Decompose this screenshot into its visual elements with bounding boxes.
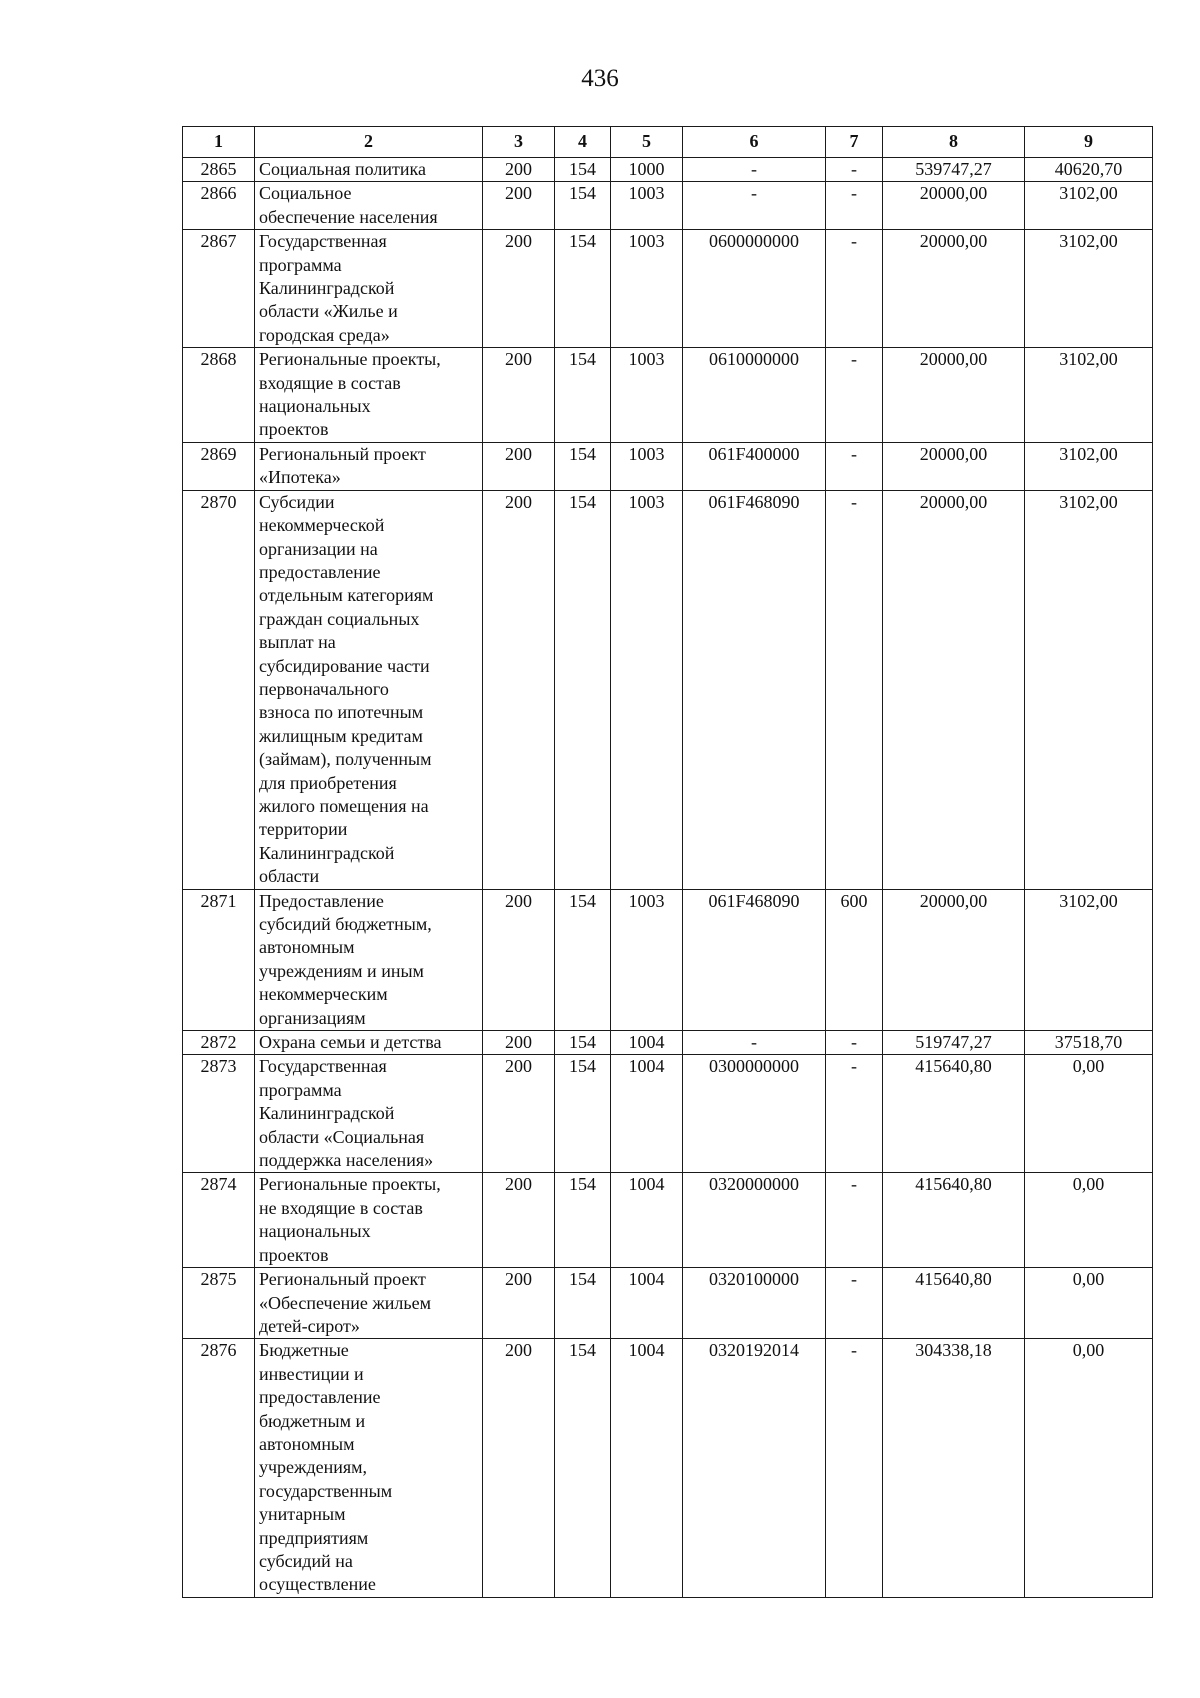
row-name-text: Социальная политика <box>259 159 426 179</box>
col5-cell: 1004 <box>611 1268 683 1339</box>
col6-cell: 0320100000 <box>683 1268 826 1339</box>
col8-cell: 415640,80 <box>883 1055 1025 1173</box>
row-name-cell <box>255 230 483 348</box>
col8-cell: 20000,00 <box>883 182 1025 230</box>
col7-cell: - <box>826 1055 883 1173</box>
row-name-cell <box>255 442 483 490</box>
row-number-cell: 2872 <box>183 1031 255 1055</box>
row-name-text: Охрана семьи и детства <box>259 1032 442 1053</box>
col8-cell: 415640,80 <box>883 1173 1025 1268</box>
row-name-text: Региональный проект «Ипотека» <box>259 443 426 488</box>
col5-cell: 1003 <box>611 182 683 230</box>
header-cell-8: 8 <box>883 127 1025 158</box>
row-name-cell <box>255 1173 483 1268</box>
col5-cell: 1003 <box>611 889 683 1030</box>
page-number: 436 <box>581 65 619 92</box>
table-row <box>183 1339 1153 1597</box>
col9-cell: 3102,00 <box>1025 348 1153 443</box>
col6-cell: 0320000000 <box>683 1173 826 1268</box>
col5-cell: 1004 <box>611 1339 683 1597</box>
col7-cell: - <box>826 1339 883 1597</box>
table-row <box>183 348 1153 443</box>
col4-cell: 154 <box>555 348 611 443</box>
header-cell-4: 4 <box>555 127 611 158</box>
col6-cell: 061F468090 <box>683 889 826 1030</box>
col7-cell: - <box>826 1173 883 1268</box>
col4-cell: 154 <box>555 1173 611 1268</box>
table-row <box>183 1031 1153 1055</box>
col9-cell: 0,00 <box>1025 1173 1153 1268</box>
col3-cell: 200 <box>483 490 555 889</box>
col9-cell: 3102,00 <box>1025 490 1153 889</box>
header-cell-7: 7 <box>826 127 883 158</box>
col6-cell: - <box>683 182 826 230</box>
col6-cell: - <box>683 158 826 182</box>
col5-cell: 1004 <box>611 1173 683 1268</box>
col9-cell: 3102,00 <box>1025 442 1153 490</box>
col4-cell: 154 <box>555 158 611 182</box>
col8-cell: 304338,18 <box>883 1339 1025 1597</box>
row-name-text: Социальное обеспечение населения <box>259 183 438 227</box>
table-row <box>183 1055 1153 1173</box>
col4-cell: 154 <box>555 889 611 1030</box>
col9-cell: 0,00 <box>1025 1339 1153 1597</box>
col3-cell: 200 <box>483 1173 555 1268</box>
col3-cell: 200 <box>483 1055 555 1173</box>
col8-cell: 20000,00 <box>883 442 1025 490</box>
col5-cell: 1003 <box>611 442 683 490</box>
row-name-text: Предоставление субсидий бюджетным, автономным учреждениям и иным некоммерческим организациям <box>259 890 432 1028</box>
col8-cell: 20000,00 <box>883 889 1025 1030</box>
col7-cell: - <box>826 490 883 889</box>
col4-cell: 154 <box>555 442 611 490</box>
row-name-cell <box>255 1055 483 1173</box>
row-name-cell <box>255 1031 483 1055</box>
col9-cell: 37518,70 <box>1025 1031 1153 1055</box>
row-name-cell <box>255 182 483 230</box>
row-number-cell: 2876 <box>183 1339 255 1597</box>
row-name-text: Государственная программа Калининградской области «Жилье и городская среда» <box>259 231 398 345</box>
row-name-text: Бюджетные инвестиции и предоставление бюджетным и автономным учреждениям, государственным унитарным предприятиям субсидий на осуществление <box>259 1340 393 1595</box>
row-name-cell <box>255 490 483 889</box>
col6-cell: 061F400000 <box>683 442 826 490</box>
col9-cell: 3102,00 <box>1025 889 1153 1030</box>
col4-cell: 154 <box>555 1339 611 1597</box>
col6-cell: 0610000000 <box>683 348 826 443</box>
col4-cell: 154 <box>555 230 611 348</box>
col8-cell: 20000,00 <box>883 230 1025 348</box>
col5-cell: 1004 <box>611 1055 683 1173</box>
col3-cell: 200 <box>483 230 555 348</box>
row-name-text: Региональные проекты, не входящие в состав национальных проектов <box>259 1174 441 1265</box>
row-number-cell: 2871 <box>183 889 255 1030</box>
row-number-cell: 2873 <box>183 1055 255 1173</box>
row-number-cell: 2865 <box>183 158 255 182</box>
row-number-cell: 2874 <box>183 1173 255 1268</box>
col6-cell: - <box>683 1031 826 1055</box>
header-cell-3: 3 <box>483 127 555 158</box>
col5-cell: 1000 <box>611 158 683 182</box>
col3-cell: 200 <box>483 442 555 490</box>
row-name-cell <box>255 1339 483 1597</box>
col5-cell: 1003 <box>611 230 683 348</box>
col9-cell: 0,00 <box>1025 1055 1153 1173</box>
col3-cell: 200 <box>483 1031 555 1055</box>
col8-cell: 519747,27 <box>883 1031 1025 1055</box>
row-number-cell: 2867 <box>183 230 255 348</box>
row-number-cell: 2866 <box>183 182 255 230</box>
col3-cell: 200 <box>483 1268 555 1339</box>
col5-cell: 1003 <box>611 348 683 443</box>
col7-cell: - <box>826 442 883 490</box>
header-cell-5: 5 <box>611 127 683 158</box>
table-row <box>183 1268 1153 1339</box>
col6-cell: 0600000000 <box>683 230 826 348</box>
row-name-text: Государственная программа Калининградской области «Социальная поддержка населения» <box>259 1056 434 1171</box>
col4-cell: 154 <box>555 490 611 889</box>
row-name-cell <box>255 158 483 182</box>
header-cell-2: 2 <box>255 127 483 158</box>
row-name-cell <box>255 1268 483 1339</box>
col3-cell: 200 <box>483 348 555 443</box>
col8-cell: 415640,80 <box>883 1268 1025 1339</box>
row-name-text: Региональный проект «Обеспечение жильем детей-сирот» <box>259 1269 431 1336</box>
budget-table <box>182 126 1153 1598</box>
col9-cell: 0,00 <box>1025 1268 1153 1339</box>
table-header-row <box>183 127 1153 158</box>
col7-cell: - <box>826 348 883 443</box>
col6-cell: 061F468090 <box>683 490 826 889</box>
table-row <box>183 158 1153 182</box>
row-name-text: Субсидии некоммерческой организации на предоставление отдельным категориям граждан социальных выплат на субсидирование части первоначального взноса по ипотечным жилищным кредитам (займам), полученным для приобретения жилого помещения на территории Калининградской области <box>259 491 434 887</box>
col6-cell: 0320192014 <box>683 1339 826 1597</box>
row-number-cell: 2869 <box>183 442 255 490</box>
table-row <box>183 1173 1153 1268</box>
col8-cell: 539747,27 <box>883 158 1025 182</box>
col9-cell: 3102,00 <box>1025 182 1153 230</box>
row-name-cell <box>255 348 483 443</box>
col8-cell: 20000,00 <box>883 348 1025 443</box>
col5-cell: 1003 <box>611 490 683 889</box>
col3-cell: 200 <box>483 182 555 230</box>
row-number-cell: 2868 <box>183 348 255 443</box>
col4-cell: 154 <box>555 1268 611 1339</box>
col4-cell: 154 <box>555 1055 611 1173</box>
col9-cell: 3102,00 <box>1025 230 1153 348</box>
col3-cell: 200 <box>483 158 555 182</box>
col9-cell: 40620,70 <box>1025 158 1153 182</box>
col4-cell: 154 <box>555 1031 611 1055</box>
table-row <box>183 230 1153 348</box>
header-cell-9: 9 <box>1025 127 1153 158</box>
header-cell-1: 1 <box>183 127 255 158</box>
header-cell-6: 6 <box>683 127 826 158</box>
table-row <box>183 182 1153 230</box>
row-number-cell: 2870 <box>183 490 255 889</box>
col8-cell: 20000,00 <box>883 490 1025 889</box>
table-row <box>183 442 1153 490</box>
col4-cell: 154 <box>555 182 611 230</box>
col7-cell: - <box>826 158 883 182</box>
col7-cell: 600 <box>826 889 883 1030</box>
row-number-cell: 2875 <box>183 1268 255 1339</box>
col3-cell: 200 <box>483 889 555 1030</box>
col7-cell: - <box>826 1031 883 1055</box>
col3-cell: 200 <box>483 1339 555 1597</box>
table-row <box>183 490 1153 889</box>
table-row <box>183 889 1153 1030</box>
col7-cell: - <box>826 230 883 348</box>
col7-cell: - <box>826 182 883 230</box>
col7-cell: - <box>826 1268 883 1339</box>
col6-cell: 0300000000 <box>683 1055 826 1173</box>
row-name-text: Региональные проекты, входящие в состав национальных проектов <box>259 349 441 440</box>
row-name-cell <box>255 889 483 1030</box>
col5-cell: 1004 <box>611 1031 683 1055</box>
